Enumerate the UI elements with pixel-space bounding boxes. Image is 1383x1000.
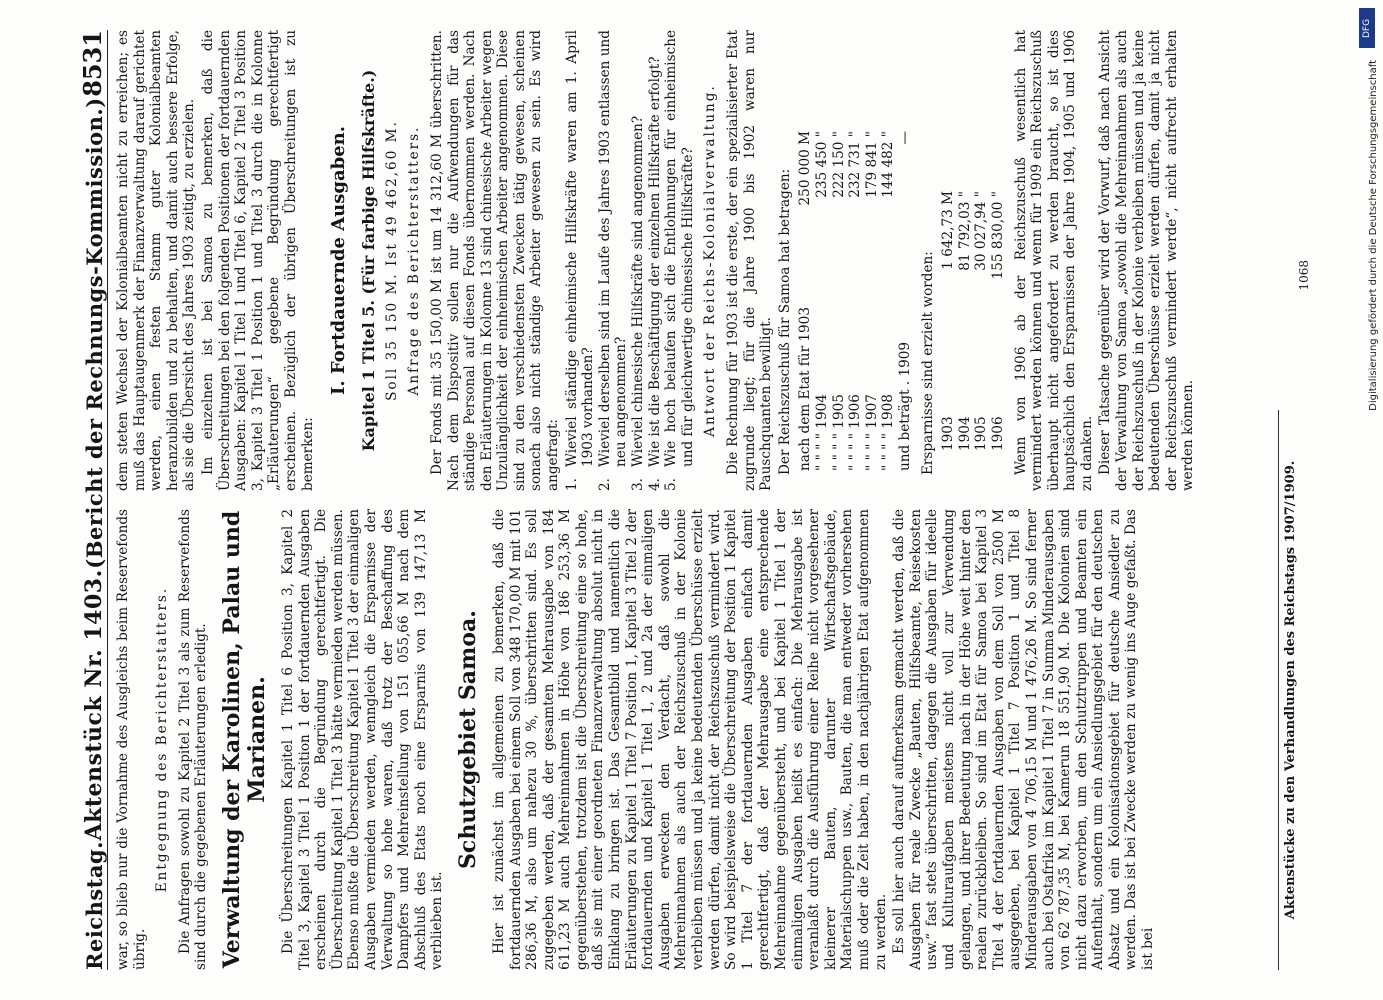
table-row: 1905 30 027,94 " xyxy=(972,191,989,451)
section-heading: Verwaltung der Karolinen, Palau und Marianen. xyxy=(218,510,270,969)
list-item: 5. Wie hoch belaufen sich die Entlohnungen für einheimische und für gleichwertige chinesische Hilfskräfte? xyxy=(662,30,696,491)
footer-number: 1068 xyxy=(1296,260,1311,291)
paragraph: Die Anfragen sowohl zu Kapitel 2 Titel 3 als zum Reservefonds sind durch die gegebenen Erläuterungen erledigt. xyxy=(176,509,209,970)
paragraph: Im einzelnen ist bei Samoa zu bemerken, daß die Überschreitungen bei den folgenden Positionen der fortdauernden Ausgaben: Kapitel 1 Titel 1 und Titel 6, Kapitel 2 Titel 3 Position 3, Kapitel 3 Titel 1 Position 1 und Titel 3 durch die in Kolonne „Erläuterungen“ gegebene Begründung gerechtfertigt erscheinen. Bezüglich der übrigen Überschreitungen ist zu bemerken: xyxy=(199,30,316,491)
table-row: " " " " 1905 222 150 " xyxy=(830,131,847,471)
paragraph: Der Reichszuschuß für Samoa hat betragen: xyxy=(776,168,793,475)
section-subheading: Antwort der Reichs-Kolonialverwaltung. xyxy=(701,84,718,437)
section-heading: I. Fortdauernde Ausgaben. xyxy=(327,125,349,396)
table-row: nach dem Etat für 1903 250 000 M xyxy=(796,131,813,471)
table-row: 1906 155 830,00 " xyxy=(989,191,1006,451)
page-header xyxy=(67,30,108,970)
header-right: (Bericht der Rechnungs-Kommission.) xyxy=(81,97,107,569)
reichszuschuss-table xyxy=(797,30,913,471)
table-row: 1904 81 792,03 " xyxy=(956,191,973,451)
table-row: " " " " 1906 232 731 " xyxy=(846,131,863,471)
table-row: " " " " 1908 144 482 " xyxy=(879,131,896,471)
table-row: und beträgt . 1909 — xyxy=(896,131,913,471)
section-subheading: Anfrage des Berichterstatters. xyxy=(405,125,422,396)
header-left: Reichstag. xyxy=(81,841,107,970)
list-item: 4. Wie ist die Beschäftigung der einzelnen Hilfskräfte erfolgt? xyxy=(646,56,663,491)
digitization-note: Digitalisierung gefördert durch die Deutsche Forschungsgemeinschaft xyxy=(1368,60,1379,411)
paragraph: Ersparnisse sind erzielt worden: xyxy=(919,251,936,475)
paragraph: Es soll hier auch darauf aufmerksam gemacht werden, daß die Ausgaben für reale Zwecke „Bauten, Hilfsbeamte, Reisekosten usw.“ fast stets überschritten, dagegen die Ausgaben für ideelle und Kulturaufgaben meistens nicht voll zur Verwendung gelangen, und ihrer Bedeutung nach in der Höhe weit hinter den realen zurückbleiben. So sind im Etat für Samoa bei Kapitel 3 Titel 4 der fortdauernden Ausgaben von dem Soll von 2500 M ausgegeben, bei Kapitel 1 Titel 7 Position 1 und Titel 8 Minderausgaben von 4 706,15 M und 1 476,26 M. So sind ferner auch bei Ostafrika im Kapitel 1 Titel 7 in Summa Minderausgaben von 62 787,35 M, bei Kamerun 18 551,90 M. Die Kolonien sind nicht dazu erworben, um den Schutztruppen und Beamten ein Aufenthalt, sondern um ein Ansiedlungsgebiet für den deutschen Absatz und ein Kolonisationsgebiet für deutsche Ansiedler zu werden. Das ist bei Zwecke werden zu wenig ins Auge gefaßt. Das ist bei xyxy=(890,509,1156,970)
text-columns xyxy=(115,30,1277,970)
table-row: 1903 1 642,73 M xyxy=(939,191,956,451)
paragraph: Die Rechnung für 1903 ist die erste, der ein spezialisierter Etat zugrunde liegt; für die Jahre 1900 bis 1902 waren nur Pauschquanten bewilligt. xyxy=(724,30,774,491)
paragraph: war, so blieb nur die Vornahme des Ausgleichs beim Reservefonds übrig. xyxy=(114,509,148,970)
column-right xyxy=(115,30,1277,491)
dfg-logo: DFG xyxy=(1359,8,1375,48)
list-item: 2. Wieviel derselben sind im Laufe des Jahres 1903 entlassen und neu angenommen? xyxy=(596,30,629,491)
list-item: 1. Wieviel ständige einheimische Hilfskräfte waren am 1. April 1903 vorhanden? xyxy=(563,30,596,491)
table-row: " " " " 1904 235 450 " xyxy=(813,131,830,471)
paragraph: Der Fonds mit 35 150,00 M ist um 14 312,60 M überschritten. Nach dem Dispositiv sollen nur die Aufwendungen für das ständige Personal auf diesen Fonds übernommen werden. Nach den Erläuterungen in Kolonne 13 sind chinesische Arbeiter wegen Unzulänglichkeit der einheimischen Arbeiter angenommen. Diese sind zu den verschiedensten Zwecken tätig gewesen, scheinen sonach also nicht ständige Arbeiter gewesen zu sein. Es wird angefragt: xyxy=(428,30,561,491)
section-heading: Schutzgebiet Samoa. xyxy=(454,610,481,869)
paragraph: Hier ist zunächst im allgemeinen zu bemerken, daß die fortdauernden Ausgaben bei einem Soll von 348 170,00 M mit 101 286,36 M, also um nahezu 30 %, überschritten sind. Es soll zugegeben werden, daß der gesamten Mehrausgabe von 184 611,23 M auch Mehreinnahmen in Höhe von 186 253,36 M gegenüberstehen, trotzdem ist die Überschreitung eine so hohe, daß sie mit einer geordneten Finanzverwaltung absolut nicht in Einklang zu bringen ist. Das Gesamtbild und namentlich die Erläuterungen zu Kapitel 1 Titel 7 Position 1, Kapitel 3 Titel 2 der fortdauernden und Kapitel 1 Titel 1, 2 und 2a der einmaligen Ausgaben erwecken den Verdacht, daß sowohl die Mehreinnahmen als auch der Reichszuschuß in der Kolonie verbleiben müssen und ja keine bedeutenden Überschüsse erzielt werden dürfen, damit nicht der Reichszuschuß vermindert wird. So wird beispielsweise die Überschreitung der Position 1 Kapitel 1 Titel 7 der fortdauernden Ausgaben einfach damit gerechtfertigt, daß der Mehrausgabe eine entsprechende Mehreinnahme gegenübersteht, und bei Kapitel 1 Titel 1 der einmaligen Ausgaben heißt es einfach: Die Mehrausgabe ist veranlaßt durch die Ausführung einer Reihe nicht vorgesehener kleinerer Bauten, darunter Wirtschaftsgebäude, Materialschuppen usw., Bauten, die man entweder vorhersehen muß oder die Zeit haben, in den nachjährigen Etat aufgenommen zu werden. xyxy=(490,509,889,970)
table-row: " " " " 1907 179 841 " xyxy=(863,131,880,471)
ersparnisse-table xyxy=(940,30,1006,471)
header-document-number: Aktenstück Nr. 1403. xyxy=(80,569,107,841)
chapter-heading: Kapitel 1 Titel 5. (Für farbige Hilfskräfte.) xyxy=(358,69,378,452)
question-list xyxy=(563,30,696,491)
section-subheading: Entgegnung des Berichterstatters. xyxy=(153,586,170,893)
page-number: 8531 xyxy=(77,30,107,97)
paragraph: Dieser Tatsache gegenüber wird der Vorwurf, daß nach Ansicht der Verwaltung von Samoa „sowohl die Mehreinnahmen als auch der Reichszuschuß in der Kolonie verbleiben müssen und ja keine bedeutenden Überschüsse erzielt werden dürfen, damit ja nicht der Reichszuschuß vermindert werde“, nicht aufrecht erhalten werden können. xyxy=(1096,30,1196,491)
column-left xyxy=(115,509,1277,970)
paragraph: dem steten Wechsel der Kolonialbeamten nicht zu erreichen; es muß das Hauptaugenmerk der Finanzverwaltung darauf gerichtet werden, einen festen Stamm guter Kolonialbeamten heranzubilden und zu behalten, und damit auch bessere Erfolge, als sie die Übersicht des Jahres 1903 zeitigt, zu erzielen. xyxy=(114,30,197,491)
page-footnote: Aktenstücke zu den Verhandlungen des Reichstags 1907/1909. xyxy=(1278,410,1317,970)
list-item: 3. Wieviel chinesische Hilfskräfte sind angenommen? xyxy=(629,115,646,491)
paragraph: Die Überschreitungen Kapitel 1 Titel 6 Position 3, Kapitel 2 Titel 3, Kapitel 3 Titel 1 Position 1 der fortdauernden Ausgaben erscheinen durch die Begründung gerechtfertigt. Die Überschreitung Kapitel 1 Titel 3 hätte vermieden werden müssen. Ebenso mußte die Überschreitung Kapitel 1 Titel 3 der einmaligen Ausgaben vermieden werden, wenngleich die Ersparnisse der Verwaltung so hohe waren, daß trotz der Beschaffung des Dampfers und Mehreinstellung von 151 055,66 M nach dem Abschluß des Etats noch eine Ersparnis von 139 147,13 M verblieben ist. xyxy=(279,509,445,970)
rotated-document-page xyxy=(67,30,1317,970)
paragraph: Wenn von 1906 ab der Reichszuschuß wesentlich hat vermindert werden können und wenn für 1909 ein Reichszuschuß überhaupt nicht angefordert zu werden braucht, so ist dies hauptsächlich den Ersparnissen der Jahre 1904, 1905 und 1906 zu danken. xyxy=(1012,30,1095,491)
soll-ist-line: Soll 35 150 M. Ist 49 462,60 M. xyxy=(383,120,400,401)
